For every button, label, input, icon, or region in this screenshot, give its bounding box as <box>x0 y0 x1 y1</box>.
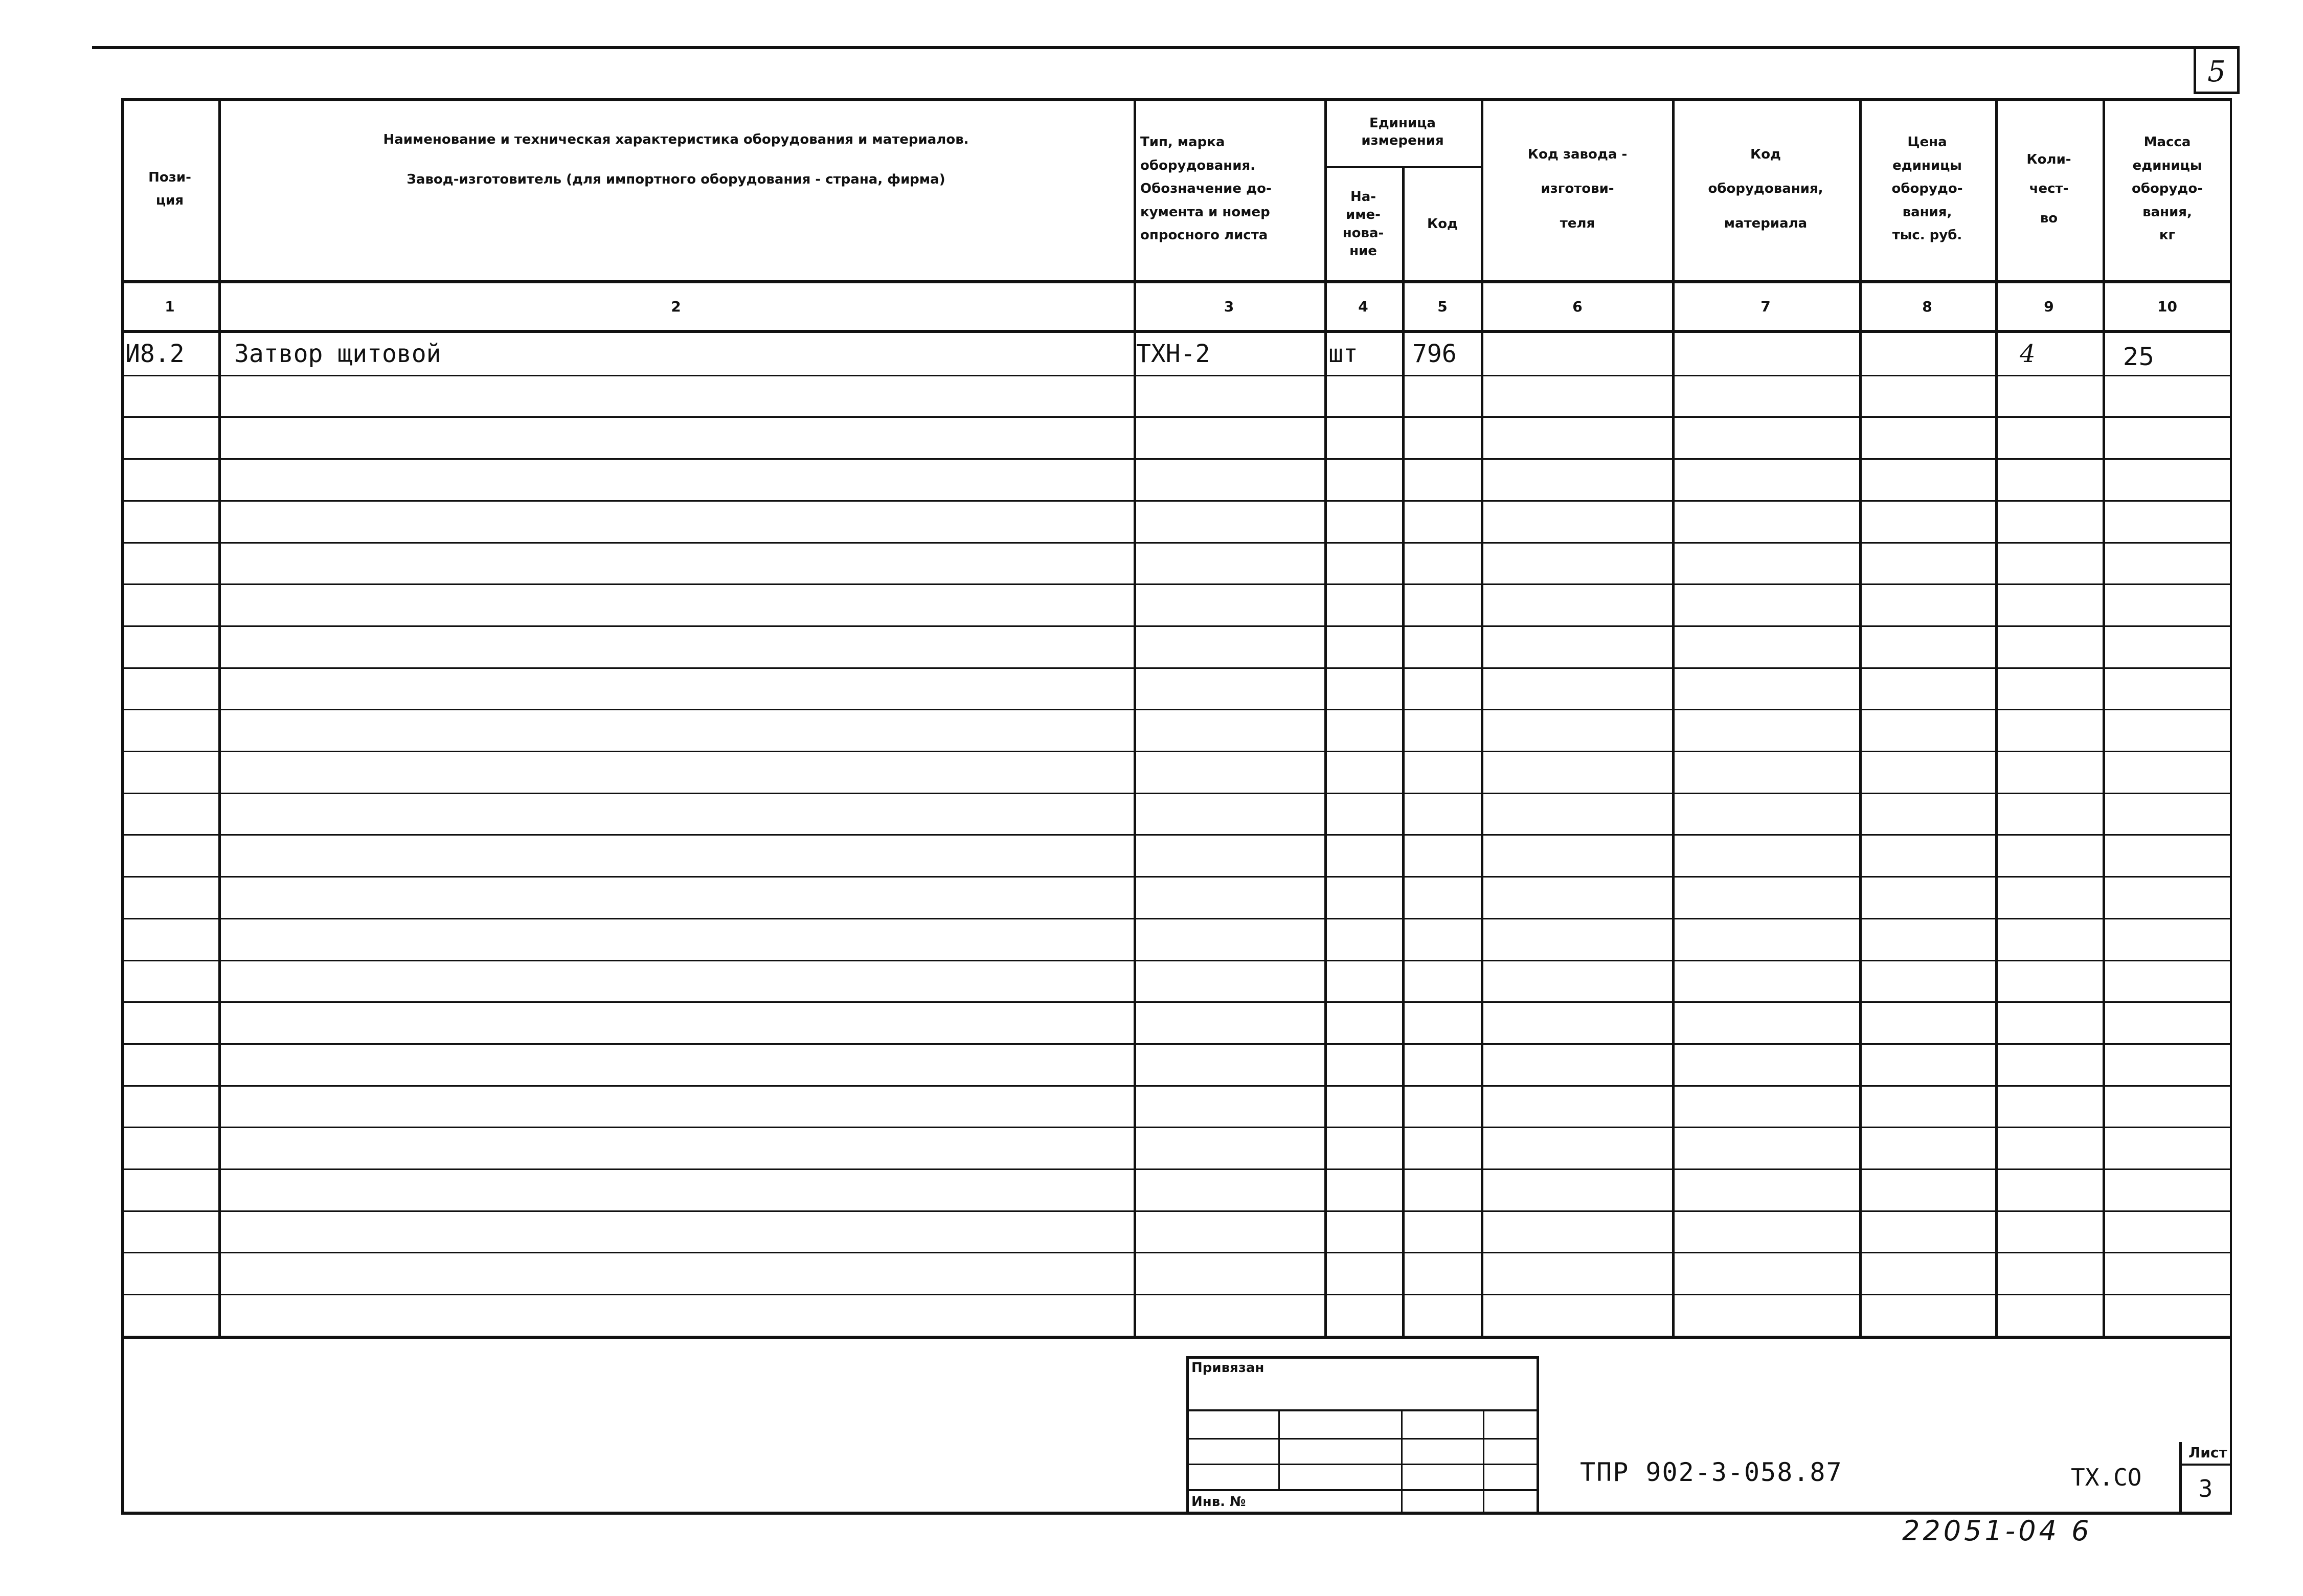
table-row-line <box>121 1001 2232 1003</box>
table-row-line <box>121 918 2232 919</box>
header-equipment-code: Код оборудования, материала <box>1708 146 1823 231</box>
table-row-line <box>121 960 2232 961</box>
header-unit-name: На- име- нова- ние <box>1342 189 1384 259</box>
sheet-number: 3 <box>2198 1475 2213 1502</box>
table-row-line <box>121 709 2232 710</box>
table-row-line <box>121 458 2232 460</box>
sheet-label: Лист <box>2188 1444 2227 1461</box>
table-row-line <box>121 1168 2232 1170</box>
row1-type: ТХН-2 <box>1136 340 1210 368</box>
row1-unit: шт <box>1328 340 1358 368</box>
table-row-line <box>121 1210 2232 1212</box>
colnum-9: 9 <box>2044 298 2054 315</box>
row1-mass: 25 <box>2123 343 2155 371</box>
stamp-inventory-label: Инв. № <box>1191 1494 1246 1510</box>
colnum-3: 3 <box>1224 298 1234 315</box>
header-type: Тип, марка оборудования. Обозначение до- кумента и номер опросного листа <box>1140 134 1272 243</box>
stamp-line-4 <box>1186 1489 1539 1491</box>
table-row-line <box>121 793 2232 794</box>
table-row-line <box>121 1127 2232 1128</box>
colnum-10: 10 <box>2157 298 2177 315</box>
header-unit-code: Код <box>1427 216 1458 232</box>
colnum-7: 7 <box>1760 298 1771 315</box>
table-row-line <box>121 625 2232 627</box>
colnum-1: 1 <box>165 298 175 315</box>
header-unit: Единица измерения <box>1361 115 1444 148</box>
table-row-line <box>121 416 2232 418</box>
header-factory-code: Код завода - изготови- теля <box>1527 146 1628 231</box>
table-row-line <box>121 751 2232 752</box>
header-mass: Масса единицы оборудо- вания, кг <box>2131 134 2203 243</box>
table-row-line <box>121 1294 2232 1295</box>
section-code: ТХ.СО <box>2071 1464 2142 1491</box>
table-row-line <box>121 1043 2232 1045</box>
stamp-line-1 <box>1186 1409 1539 1411</box>
table-row-line <box>121 542 2232 544</box>
table-row-line <box>121 375 2232 376</box>
stamp-vline-3 <box>1483 1409 1484 1515</box>
row1-name: Затвор щитовой <box>234 340 441 368</box>
header-name: Наименование и техническая характеристика оборудования и материалов. Завод-изготовитель (для импортного оборудования - страна, фирма) <box>383 132 969 187</box>
stamp-line-2 <box>1186 1438 1539 1440</box>
doc-code: ТПР 902-3-058.87 <box>1580 1457 1843 1487</box>
table-row-line <box>121 834 2232 836</box>
stamp-linked-label: Привязан <box>1191 1360 1265 1376</box>
colnum-bottom-line <box>121 330 2232 333</box>
header-position: Пози- ция <box>148 169 191 208</box>
stamp-vline-1 <box>1278 1409 1280 1489</box>
colnum-8: 8 <box>1922 298 1932 315</box>
table-row-line <box>121 1085 2232 1087</box>
colnum-6: 6 <box>1572 298 1583 315</box>
table-row-line <box>121 500 2232 502</box>
archive-number: 22051-04 6 <box>1902 1515 2092 1547</box>
colnum-2: 2 <box>671 298 681 315</box>
header-price: Цена единицы оборудо- вания, тыс. руб. <box>1891 134 1963 243</box>
stamp-vline-2 <box>1401 1409 1403 1515</box>
row1-unit-code: 796 <box>1412 340 1457 368</box>
table-row-line <box>121 1252 2232 1253</box>
stamp-line-3 <box>1186 1464 1539 1465</box>
colnum-4: 4 <box>1358 298 1368 315</box>
table-row-line <box>121 876 2232 878</box>
table-row-line <box>121 1336 2232 1339</box>
table-column-line <box>1402 166 1405 1339</box>
top-border-line <box>92 46 2240 49</box>
colnum-5: 5 <box>1437 298 1448 315</box>
table-row-line <box>121 583 2232 585</box>
row1-position: И8.2 <box>125 340 185 368</box>
header-quantity: Коли- чест- во <box>2026 152 2071 226</box>
table-row-line <box>121 667 2232 669</box>
sheet-corner-number: 5 <box>2207 55 2226 88</box>
row1-quantity: 4 <box>2020 340 2036 368</box>
